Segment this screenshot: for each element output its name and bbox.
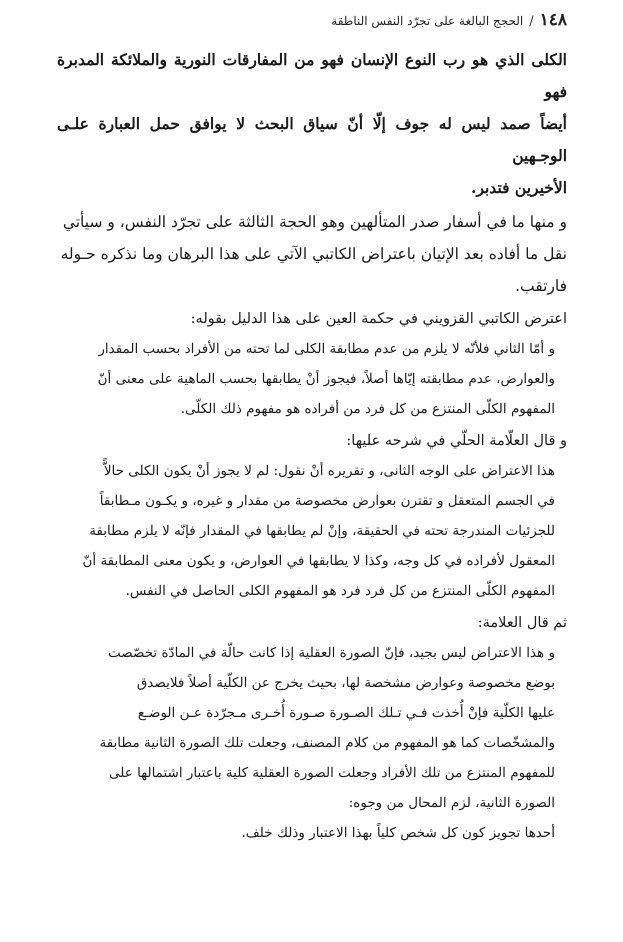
text-line: الصورة الثانية، لزم المحال من وجوه:: [348, 795, 555, 811]
text-line: والعوارض، عدم مطابقته إيّاها أصلاً، فيجوز أنْ يطابقها بحسب الماهية على معنى أنّ: [97, 371, 555, 387]
quote-katibi: [57, 334, 567, 424]
text-line: للجزئيات المندرجة تحته في الحقيقة، وإنْ لم يطابقها في المقدار فإنّه لا يلزم مطابقة: [89, 523, 555, 539]
text-line: في الجسم المتعقل و تقترن بعوارض مخصوصة من مقدار و غيره، و يكـون مـطابقاً: [99, 493, 555, 509]
text-line: المعقول لأفراده في كل وجه، وكذا لا يطابقها في العوارض، و يكون معنى المطابقة أنّ: [82, 553, 555, 569]
text-line: أحدها تجويز كون كل شخص كلياً بهذا الاعتبار وذلك خلف.: [241, 825, 555, 841]
text-line: الأخيرين فتدبر.: [471, 178, 567, 197]
text-line: الكلى الذي هو رب النوع الإنسان فهو من المفارقات النورية والملائكة المدبرة فهو: [57, 50, 567, 101]
text-line: و أمّا الثاني فلأنّه لا يلزم من عدم مطابقة الكلى لما تحته من الأفراد بحسب المقدار: [98, 341, 555, 357]
quote-allama-reply: [57, 638, 567, 848]
page-number: ١٤٨: [539, 10, 567, 30]
running-title: الحجج البالغة على تجرّد النفس الناطقة: [331, 14, 524, 28]
paragraph-intro: [57, 44, 567, 204]
heading-allama-commentary: و قال العلّامة الحلّي في شرحه عليها:: [346, 433, 567, 449]
text-line: و هذا الاعتراض ليس بجيد، فإنّ الصورة العقلية إذا كانت حالّة في المادّة تخصّصت: [108, 645, 555, 661]
header-separator: /: [529, 14, 534, 29]
heading-katibi-objection: اعترض الكاتبي القزويني في حكمة العين على هذا الدليل بقوله:: [190, 311, 567, 327]
body-text: [57, 44, 567, 848]
text-line: فارتقب.: [515, 277, 567, 295]
text-line: أيضاً صمد ليس له جوف إلّا أنّ سياق البحث لا يوافق حمل العبارة علـى الوجـهين: [57, 114, 567, 165]
text-line: المفهوم الكلّى المنتزع من كل فرد من أفراده هو مفهوم ذلك الكلّى.: [180, 401, 555, 417]
text-line: و منها ما في أسفار صدر المتألهين وهو الحجة الثالثة على تجرّد النفس، و سيأتي: [62, 213, 567, 231]
heading-allama-said: ثم قال العلامة:: [477, 615, 567, 631]
text-line: هذا الاعتراض على الوجه الثانى، و تقريره أنْ نقول: لم لا يجوز أنْ يكون الكلى حالاًّ: [103, 463, 555, 479]
text-line: والمشخّصات كما هو المفهوم من كلام المصنف، وجعلت تلك الصورة الثانية مطابقة: [99, 735, 555, 751]
quote-allama-commentary: [57, 456, 567, 606]
text-line: بوضع مخصوصة وعوارض مشخصة لها، بحيث يخرج عن الكلّية أصلاً فلايصدق: [136, 675, 555, 691]
text-line: عليها الكلّية فإنْ أُخذت فـي تـلك الصـورة صـورة أُخـرى مـجرّدة عـن الوضـع: [137, 705, 555, 721]
text-line: المفهوم الكلّى المنتزع من كل فرد فرد هو المفهوم الكلى الحاصل في النفس.: [125, 583, 555, 599]
running-header: [56, 10, 567, 32]
paragraph-asfar: [57, 206, 567, 302]
text-line: نقل ما أفاده بعد الإتيان باعتراض الكاتبي الآتي على هذا البرهان وما نذكره حـوله: [60, 245, 567, 263]
text-line: للمفهوم المنتزع من تلك الأفراد وجعلت الصورة العقلية كلية باعتبار اشتمالها على: [109, 765, 555, 781]
